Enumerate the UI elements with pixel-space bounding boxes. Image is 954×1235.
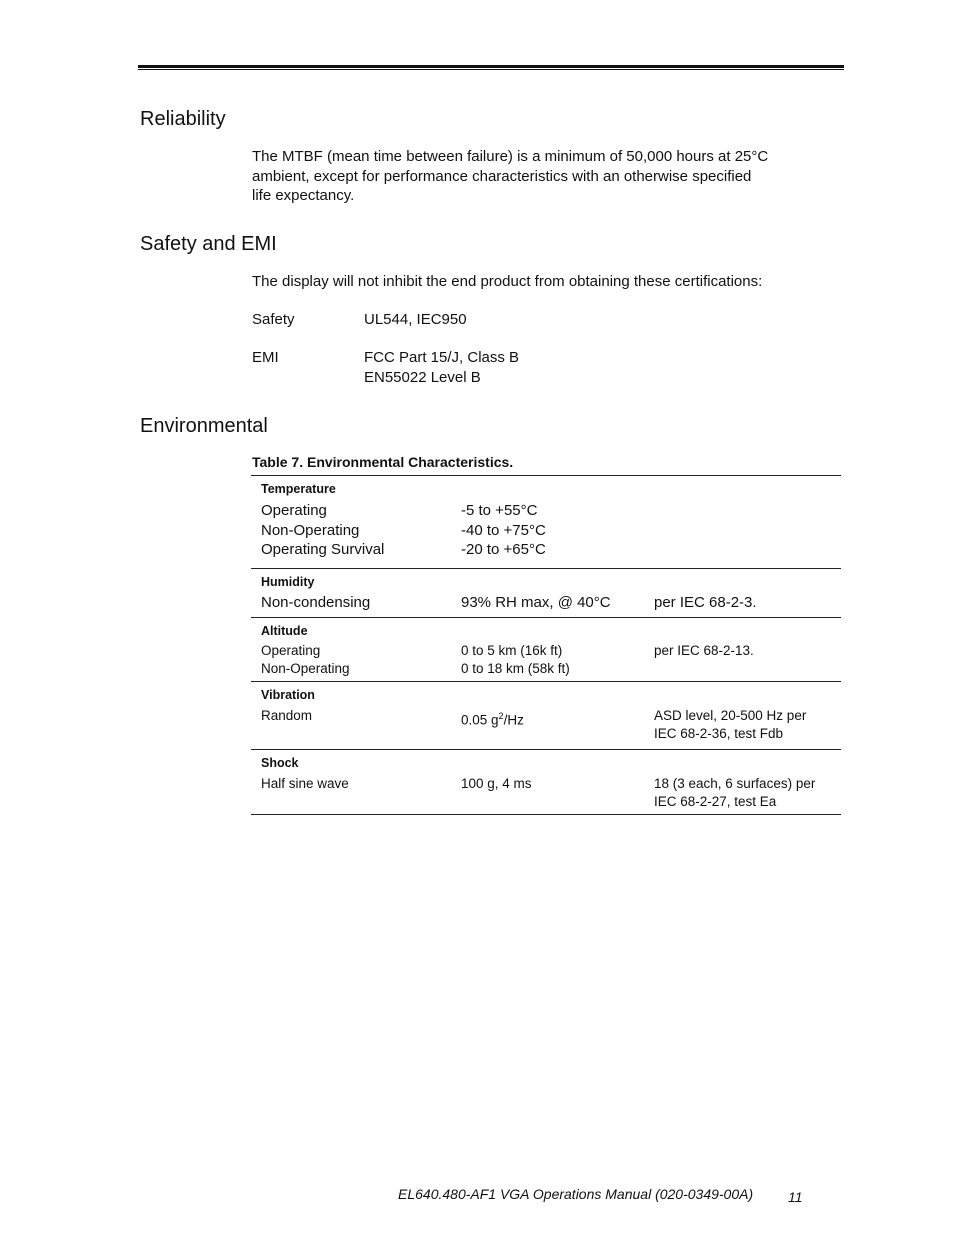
group-title-vibration: Vibration [261, 688, 315, 702]
row-note: per IEC 68-2-13. [654, 643, 754, 658]
table-caption: Table 7. Environmental Characteristics. [252, 454, 514, 470]
reliability-line: life expectancy. [252, 187, 355, 204]
table-rule [251, 475, 841, 476]
cert-value: FCC Part 15/J, Class B [364, 349, 520, 366]
row-item: Operating Survival [261, 541, 385, 558]
row-value: 93% RH max, @ 40°C [461, 594, 611, 611]
cert-label: EMI [252, 349, 279, 366]
row-item: Half sine wave [261, 776, 349, 791]
row-value: 0 to 5 km (16k ft) [461, 643, 563, 658]
reliability-line: ambient, except for performance characteristics with an otherwise specified [252, 167, 752, 185]
row-value: -20 to +65°C [461, 541, 546, 558]
cert-value: EN55022 Level B [364, 368, 481, 386]
row-item: Non-Operating [261, 661, 350, 676]
header-rule-thin [138, 69, 844, 70]
group-title-humidity: Humidity [261, 575, 315, 589]
page-number: 11 [788, 1189, 803, 1205]
group-title-shock: Shock [261, 756, 299, 770]
row-note: ASD level, 20-500 Hz per [654, 708, 807, 723]
safety-emi-heading: Safety and EMI [140, 233, 277, 255]
group-title-altitude: Altitude [261, 624, 308, 638]
reliability-heading: Reliability [140, 108, 226, 130]
row-item: Random [261, 708, 313, 723]
table-rule [251, 617, 841, 618]
reliability-paragraph [252, 147, 822, 206]
value-superscript: 2 [498, 711, 504, 721]
table-rule [251, 814, 841, 815]
header-rule [138, 65, 844, 68]
table-rule [251, 568, 841, 569]
row-item: Operating [261, 502, 327, 519]
row-note: IEC 68-2-27, test Ea [654, 794, 777, 809]
footer-manual-title: EL640.480-AF1 VGA Operations Manual (020-0349-00A) [398, 1186, 754, 1202]
environmental-heading: Environmental [140, 415, 268, 437]
cert-label: Safety [252, 311, 295, 328]
row-note: IEC 68-2-36, test Fdb [654, 726, 784, 741]
row-value: -5 to +55°C [461, 502, 538, 519]
row-note: per IEC 68-2-3. [654, 594, 757, 611]
row-item: Operating [261, 643, 321, 658]
cert-value: UL544, IEC950 [364, 311, 467, 328]
row-item: Non-condensing [261, 594, 371, 611]
row-value: 0 to 18 km (58k ft) [461, 661, 570, 676]
table-rule [251, 749, 841, 750]
value-base: 0.05 g [461, 712, 499, 728]
row-value [461, 707, 524, 730]
safety-intro: The display will not inhibit the end product from obtaining these certifications: [252, 273, 763, 290]
value-tail: /Hz [503, 712, 524, 728]
row-value: -40 to +75°C [461, 522, 546, 539]
row-note: 18 (3 each, 6 surfaces) per [654, 776, 816, 791]
row-value: 100 g, 4 ms [461, 776, 532, 791]
group-title-temperature: Temperature [261, 482, 336, 496]
row-item: Non-Operating [261, 522, 360, 539]
table-rule [251, 681, 841, 682]
reliability-line: The MTBF (mean time between failure) is a minimum of 50,000 hours at 25°C [252, 148, 769, 165]
